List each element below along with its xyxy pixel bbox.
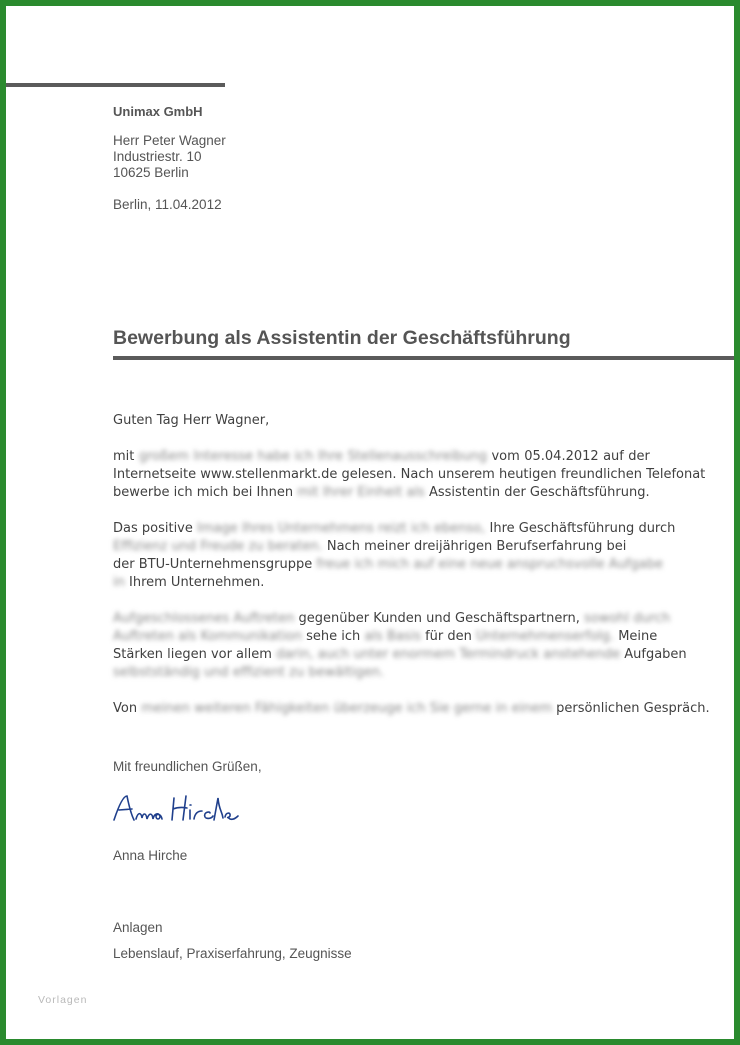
watermark: Vorlagen [38, 994, 88, 1006]
p4-blurred-text: meinen weiteren Fähigkeiten überzeuge ich Sie gerne in einem [141, 701, 552, 716]
p1-text: Internetseite www.stellenmarkt.de gelesen. Nach unserem heutigen freundlichen Telefonat [113, 467, 706, 482]
p1-text: vom 05.04.2012 auf der [491, 449, 650, 464]
p1-blurred-text: mit Ihrer Einheit als [297, 485, 425, 500]
p3-text: sehe ich [306, 629, 361, 644]
p4-text: persönlichen Gespräch. [556, 701, 710, 716]
paragraph-4 [113, 700, 710, 718]
signer-name: Anna Hirche [113, 848, 188, 863]
p2-blurred-text: Effizienz und Freude zu beraten. [113, 539, 323, 554]
subject-rule [113, 356, 734, 360]
p3-blurred-text: darin, auch unter enormem Termindruck anstehende [276, 647, 621, 662]
letter-date: Berlin, 11.04.2012 [113, 197, 222, 212]
p2-blurred-text: in [113, 575, 125, 590]
p2-blurred-text: freue ich mich auf eine neue anspruchsvolle Aufgabe [316, 557, 663, 572]
p3-blurred-text: Aufgeschlossenes Auftreten [113, 611, 295, 626]
p3-blurred-text: sowohl durch [583, 611, 671, 626]
p1-blurred-text: großem Interesse habe ich Ihre Stellenausschreibung [138, 449, 488, 464]
top-rule [6, 83, 225, 87]
paragraph-3 [113, 610, 687, 682]
signature-text: Anna Hirche [110, 825, 116, 826]
paragraph-1 [113, 448, 706, 502]
p2-blurred-text: Image Ihres Unternehmens reizt ich ebenso, [197, 521, 486, 536]
paragraph-2 [113, 520, 676, 592]
p3-blurred-text: als Basis [364, 629, 421, 644]
p2-text: Das positive [113, 521, 193, 536]
letter-body [113, 412, 710, 736]
p2-text: Nach meiner dreijährigen Berufserfahrung bei [326, 539, 627, 554]
enclosures-list: Lebenslauf, Praxiserfahrung, Zeugnisse [113, 946, 352, 961]
p1-text: Assistentin der Geschäftsführung. [428, 485, 650, 500]
p3-text: für den [425, 629, 472, 644]
p2-text: der BTU-Unternehmensgruppe [113, 557, 313, 572]
letter-subject: Bewerbung als Assistentin der Geschäftsführung [113, 327, 571, 349]
handwritten-signature [110, 792, 240, 826]
salutation: Guten Tag Herr Wagner, [113, 413, 270, 428]
p4-text: Von [113, 701, 138, 716]
recipient-street: Industriestr. 10 [113, 149, 202, 164]
p3-blurred-text: Auftreten als Kommunikation [113, 629, 303, 644]
company-name: Unimax GmbH [113, 104, 203, 119]
recipient-city: 10625 Berlin [113, 165, 189, 180]
enclosures-title: Anlagen [113, 920, 163, 935]
recipient-address [113, 133, 226, 181]
p3-blurred-text: Unternehmenserfolg. [476, 629, 615, 644]
p1-text: bewerbe ich mich bei Ihnen [113, 485, 294, 500]
p1-text: mit [113, 449, 135, 464]
p3-text: Stärken liegen vor allem [113, 647, 272, 662]
p3-text: Aufgaben [624, 647, 687, 662]
closing-formula: Mit freundlichen Grüßen, [113, 759, 262, 774]
letter-page [6, 6, 734, 1039]
p3-text: Meine [618, 629, 658, 644]
recipient-name: Herr Peter Wagner [113, 133, 226, 148]
p3-text: gegenüber Kunden und Geschäftspartnern, [298, 611, 580, 626]
p2-text: Ihrem Unternehmen. [129, 575, 265, 590]
p2-text: Ihre Geschäftsführung durch [489, 521, 676, 536]
p3-blurred-text: selbstständig und effizient zu bewältigen. [113, 665, 385, 680]
